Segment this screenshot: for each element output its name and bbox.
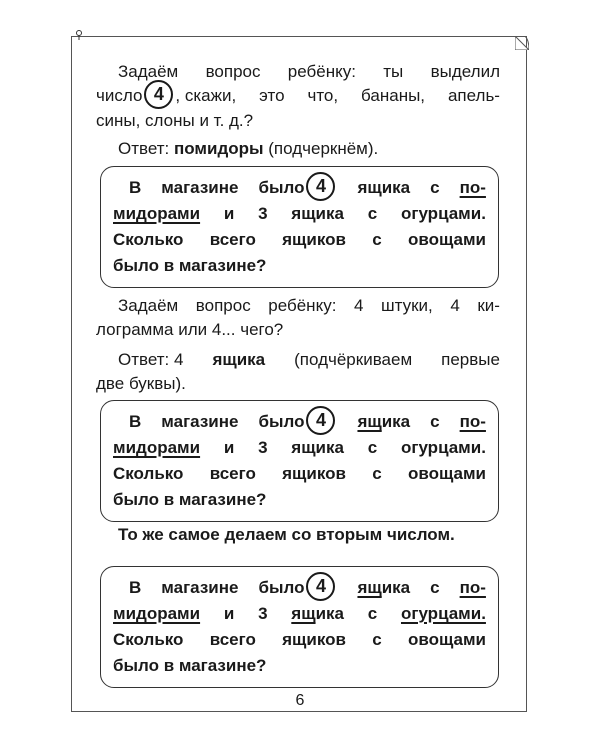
answer-line: Ответ: 4 ящика (подчёркиваем первые xyxy=(118,348,500,372)
problem-line: было в магазине? xyxy=(113,490,267,510)
text-line: две буквы). xyxy=(96,374,186,393)
answer-word: помидоры xyxy=(173,139,264,159)
underlined-prefix: ящ xyxy=(357,412,382,431)
second-paragraph xyxy=(96,294,500,396)
underlined-word: мидорами xyxy=(113,604,201,624)
underlined-prefix: ящ xyxy=(291,604,316,624)
text-line: число 4 , скажи, это что, бананы, апель- xyxy=(96,84,500,109)
underlined-word: по- xyxy=(459,578,486,597)
problem-line: Сколько всего ящиков с овощами xyxy=(113,464,486,484)
text-line: Задаём вопрос ребёнку: 4 штуки, 4 ки- xyxy=(118,296,500,315)
answer-word: ящика xyxy=(212,350,266,369)
text-line: сины, слоны и т. д.? xyxy=(96,111,254,131)
page-corner-fold xyxy=(515,36,529,50)
underlined-word: по- xyxy=(459,178,486,197)
intro-paragraph xyxy=(96,60,500,161)
problem-line: В магазине было 4 ящика с по- xyxy=(129,575,486,601)
problem-line: Сколько всего ящиков с овощами xyxy=(113,230,486,250)
problem-box-2 xyxy=(100,400,499,522)
circled-number: 4 xyxy=(144,80,173,109)
problem-line: мидорами и 3 ящика с огурцами. xyxy=(113,435,486,461)
underlined-word: мидорами xyxy=(113,438,201,458)
problem-line: В магазине было 4 ящика с по- xyxy=(129,175,486,201)
problem-box-3 xyxy=(100,566,499,688)
crop-mark-icon xyxy=(75,30,83,40)
circled-number: 4 xyxy=(306,572,335,601)
problem-box-1 xyxy=(100,166,499,288)
text-line: Задаём вопрос ребёнку: ты выделил xyxy=(118,62,500,81)
problem-line: мидорами и 3 ящика с огурцами. xyxy=(113,201,486,227)
problem-line: мидорами и 3 ящика с огурцами. xyxy=(113,601,486,627)
underlined-word: мидорами xyxy=(113,204,201,224)
circled-number: 4 xyxy=(306,406,335,435)
problem-line: В магазине было 4 ящика с по- xyxy=(129,409,486,435)
underlined-word: огурцами. xyxy=(400,604,486,624)
problem-line: было в магазине? xyxy=(113,656,267,676)
problem-line: было в магазине? xyxy=(113,256,267,276)
problem-line: Сколько всего ящиков с овощами xyxy=(113,630,486,650)
circled-number: 4 xyxy=(306,172,335,201)
answer-line: Ответ: помидоры (подчеркнём). xyxy=(118,137,500,161)
underlined-prefix: ящ xyxy=(357,578,382,597)
section-heading: То же самое делаем со вторым числом. xyxy=(118,525,455,544)
page-number: 6 xyxy=(295,692,305,709)
text-line: лограмма или 4... чего? xyxy=(96,320,284,339)
underlined-word: по- xyxy=(459,412,486,431)
